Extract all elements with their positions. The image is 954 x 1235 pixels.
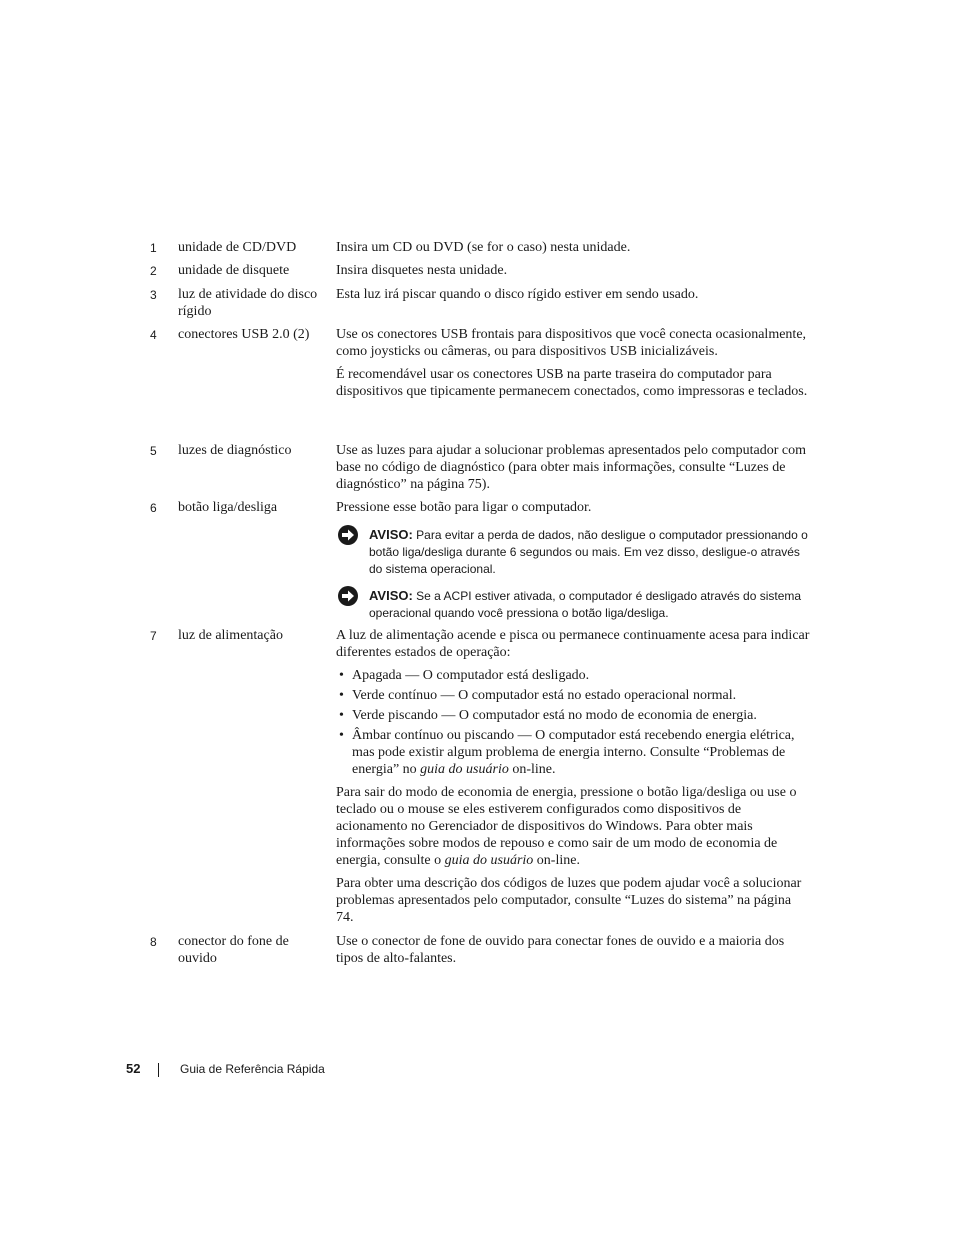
row-number: 7: [150, 629, 157, 643]
list-item-text: Verde contínuo — O computador está no estado operacional normal.: [352, 688, 737, 703]
description-paragraph: A luz de alimentação acende e pisca ou permanece continuamente acesa para indicar diferentes estados de operação:: [336, 628, 810, 660]
bullet: •: [339, 688, 344, 703]
row-number: 3: [150, 288, 157, 302]
list-item: [336, 727, 812, 778]
description-paragraph: Para obter uma descrição dos códigos de luzes que podem ajudar você a solucionar problemas apresentados pelo computador, consulte “Luzes do sistema” na página 74.: [336, 876, 802, 925]
row-item: luz de alimentação: [178, 628, 283, 643]
notice-text: [369, 587, 809, 622]
row-item: unidade de disquete: [178, 263, 290, 278]
bullet: •: [339, 728, 344, 743]
paragraph-text: on-line.: [533, 853, 580, 868]
guide-reference: guia do usuário: [444, 853, 534, 868]
description-paragraph: [336, 784, 812, 869]
list-item-text: on-line.: [508, 762, 556, 777]
list-item: [336, 707, 812, 724]
description-paragraph: É recomendável usar os conectores USB na parte traseira do computador para dispositivos que tipicamente permanecem conectados, como impressoras e teclados.: [336, 367, 808, 399]
description-paragraph: Pressione esse botão para ligar o computador.: [336, 500, 592, 515]
notice-body: Se a ACPI estiver ativada, o computador é desligado através do sistema operacional quando você pressiona o botão liga/desliga.: [369, 589, 802, 620]
row-description: [336, 262, 812, 285]
description-paragraph: Use os conectores USB frontais para dispositivos que você conecta ocasionalmente, como joysticks ou câmeras, ou para dispositivos USB inicializáveis.: [336, 327, 807, 359]
notice-label: AVISO:: [369, 527, 413, 542]
row-number: 2: [150, 264, 157, 278]
footer-divider: [158, 1063, 159, 1077]
notice-arrow-icon: [338, 586, 358, 606]
row-item: luzes de diagnóstico: [178, 443, 292, 458]
row-number: 1: [150, 241, 157, 255]
row-item: conectores USB 2.0 (2): [178, 327, 310, 342]
page-number: 52: [126, 1061, 141, 1076]
list-item-text: Verde piscando — O computador está no modo de economia de energia.: [352, 708, 757, 723]
description-paragraph: Use o conector de fone de ouvido para conectar fones de ouvido e a maioria dos tipos de alto-falantes.: [336, 934, 785, 966]
row-number: 6: [150, 501, 157, 515]
row-description: [336, 286, 812, 309]
list-item-text: Apagada — O computador está desligado.: [352, 668, 590, 683]
list-item-text: Âmbar contínuo ou piscando — O computador está recebendo energia elétrica, mas pode existir algum problema de energia interno. Consulte “Problemas de energia” no: [352, 728, 795, 777]
row-number: 4: [150, 328, 157, 342]
description-paragraph: Insira um CD ou DVD (se for o caso) nesta unidade.: [336, 240, 631, 255]
list-item: [336, 687, 812, 704]
notice-label: AVISO:: [369, 588, 413, 603]
footer-title: Guia de Referência Rápida: [180, 1062, 325, 1076]
row-item: botão liga/desliga: [178, 500, 278, 515]
notice-body: Para evitar a perda de dados, não desligue o computador pressionando o botão liga/desliga durante 6 segundos ou mais. Em vez disso, desligue-o através do sistema operacional.: [369, 528, 808, 576]
row-number: 8: [150, 935, 157, 949]
paragraph-text: Para sair do modo de economia de energia, pressione o botão liga/desliga ou use o teclado ou o mouse se eles estiverem configurados como dispositivos de acionamento no Gerenciador de dispositivos do Windows. Para obter mais informações sobre modos de repouso e como sair de um modo de economia de energia, consulte o: [336, 785, 797, 868]
row-description: [336, 627, 812, 932]
row-description: [336, 239, 812, 262]
row-description: [336, 326, 812, 406]
bullet: •: [339, 708, 344, 723]
row-description: [336, 442, 812, 499]
row-item: unidade de CD/DVD: [178, 240, 297, 255]
description-paragraph: Use as luzes para ajudar a solucionar problemas apresentados pelo computador com base no código de diagnóstico (para obter mais informações, consulte “Luzes de diagnóstico” na página 75).: [336, 443, 806, 492]
description-paragraph: Esta luz irá piscar quando o disco rígido estiver em sendo usado.: [336, 287, 699, 302]
row-number: 5: [150, 444, 157, 458]
row-item: luz de atividade do disco rígido: [178, 287, 318, 319]
row-item: conector do fone de ouvido: [178, 934, 289, 966]
guide-reference: guia do usuário: [420, 762, 509, 777]
list-item: [336, 667, 812, 684]
power-state-list: [336, 667, 812, 778]
row-description: [336, 499, 812, 522]
notice-text: [369, 526, 809, 578]
bullet: •: [339, 668, 344, 683]
description-paragraph: Insira disquetes nesta unidade.: [336, 263, 508, 278]
notice-arrow-icon: [338, 525, 358, 545]
row-description: [336, 933, 812, 973]
